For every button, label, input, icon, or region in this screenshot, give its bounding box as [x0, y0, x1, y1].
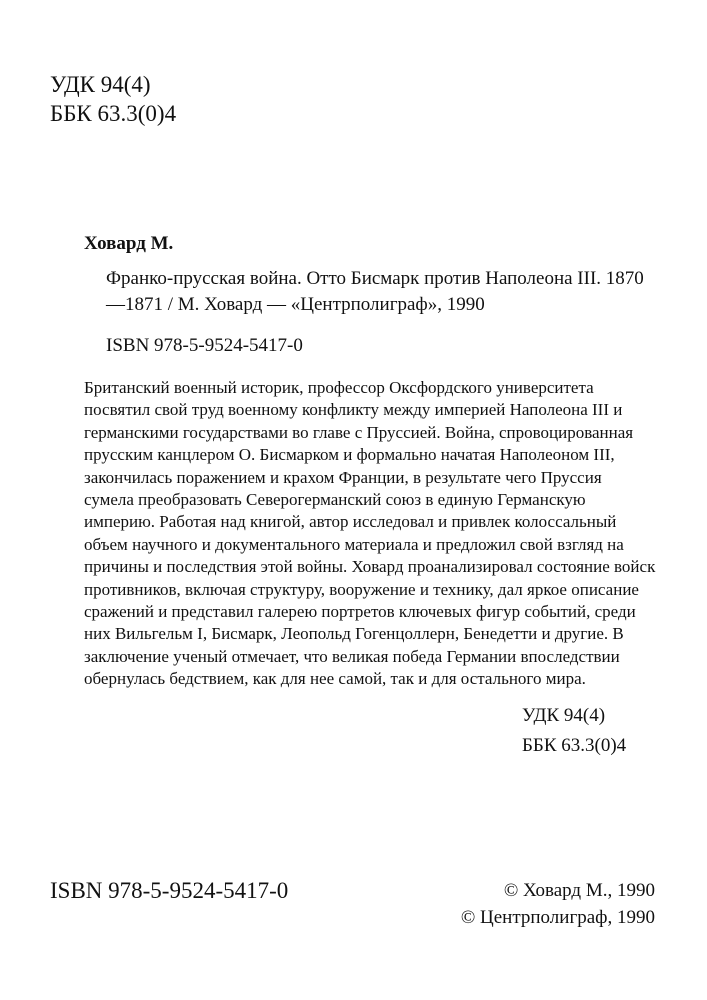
annotation-line: сумела преобразовать Северогерманский союз в единую Германскую: [84, 490, 586, 510]
annotation-line: закончилась поражением и крахом Франции, в результате чего Пруссия: [84, 467, 602, 487]
isbn-number: ISBN 978-5-9524-5417-0: [106, 335, 303, 356]
annotation-line: германскими государствами во главе с Пруссией. Война, спровоцированная: [84, 422, 634, 442]
annotation-line: империю. Работая над книгой, автор исследовал и привлек колоссальный: [84, 512, 617, 532]
author-name: Ховард М.: [84, 233, 174, 254]
annotation-line: посвятил свой труд военному конфликту между империей Наполеона III и: [84, 400, 623, 420]
bibliographic-record: [106, 266, 666, 318]
bbk-code-right: ББК 63.3(0)4: [522, 735, 627, 756]
annotation-line: противников, включая структуру, вооружение и технику, дал яркое описание: [84, 579, 639, 599]
annotation-line: прусским канцлером О. Бисмарком и формально начатая Наполеоном III,: [84, 445, 615, 465]
isbn-number-footer: ISBN 978-5-9524-5417-0: [50, 878, 289, 903]
udk-code-right: УДК 94(4): [522, 705, 606, 726]
bibliographic-line: —1871 / М. Ховард — «Центрполиграф», 1990: [106, 294, 485, 315]
annotation-line: заключение ученый отмечает, что великая победа Германии впоследствии: [84, 646, 620, 666]
udk-code-top: УДК 94(4): [50, 72, 151, 97]
copyright-publisher: © Центрполиграф, 1990: [460, 907, 655, 928]
bbk-code-top: ББК 63.3(0)4: [50, 101, 177, 126]
annotation-line: них Вильгельм I, Бисмарк, Леопольд Гогенцоллерн, Бенедетти и другие. В: [84, 624, 624, 644]
bibliographic-line: Франко-прусская война. Отто Бисмарк против Наполеона III. 1870: [106, 268, 644, 289]
annotation-line: Британский военный историк, профессор Оксфордского университета: [84, 378, 594, 397]
annotation-line: обернулась бедствием, как для нее самой, так и для остального мира.: [84, 669, 586, 689]
annotation-line: сражений и представил галерею портретов ключевых фигур событий, среди: [84, 602, 636, 622]
annotation-line: причины и последствия этой войны. Ховард проанализировал состояние войск: [84, 557, 656, 577]
copyright-author: © Ховард М., 1990: [503, 880, 655, 901]
annotation-text: [84, 377, 656, 691]
annotation-line: объем научного и документального материала и предложил свой взгляд на: [84, 534, 624, 554]
